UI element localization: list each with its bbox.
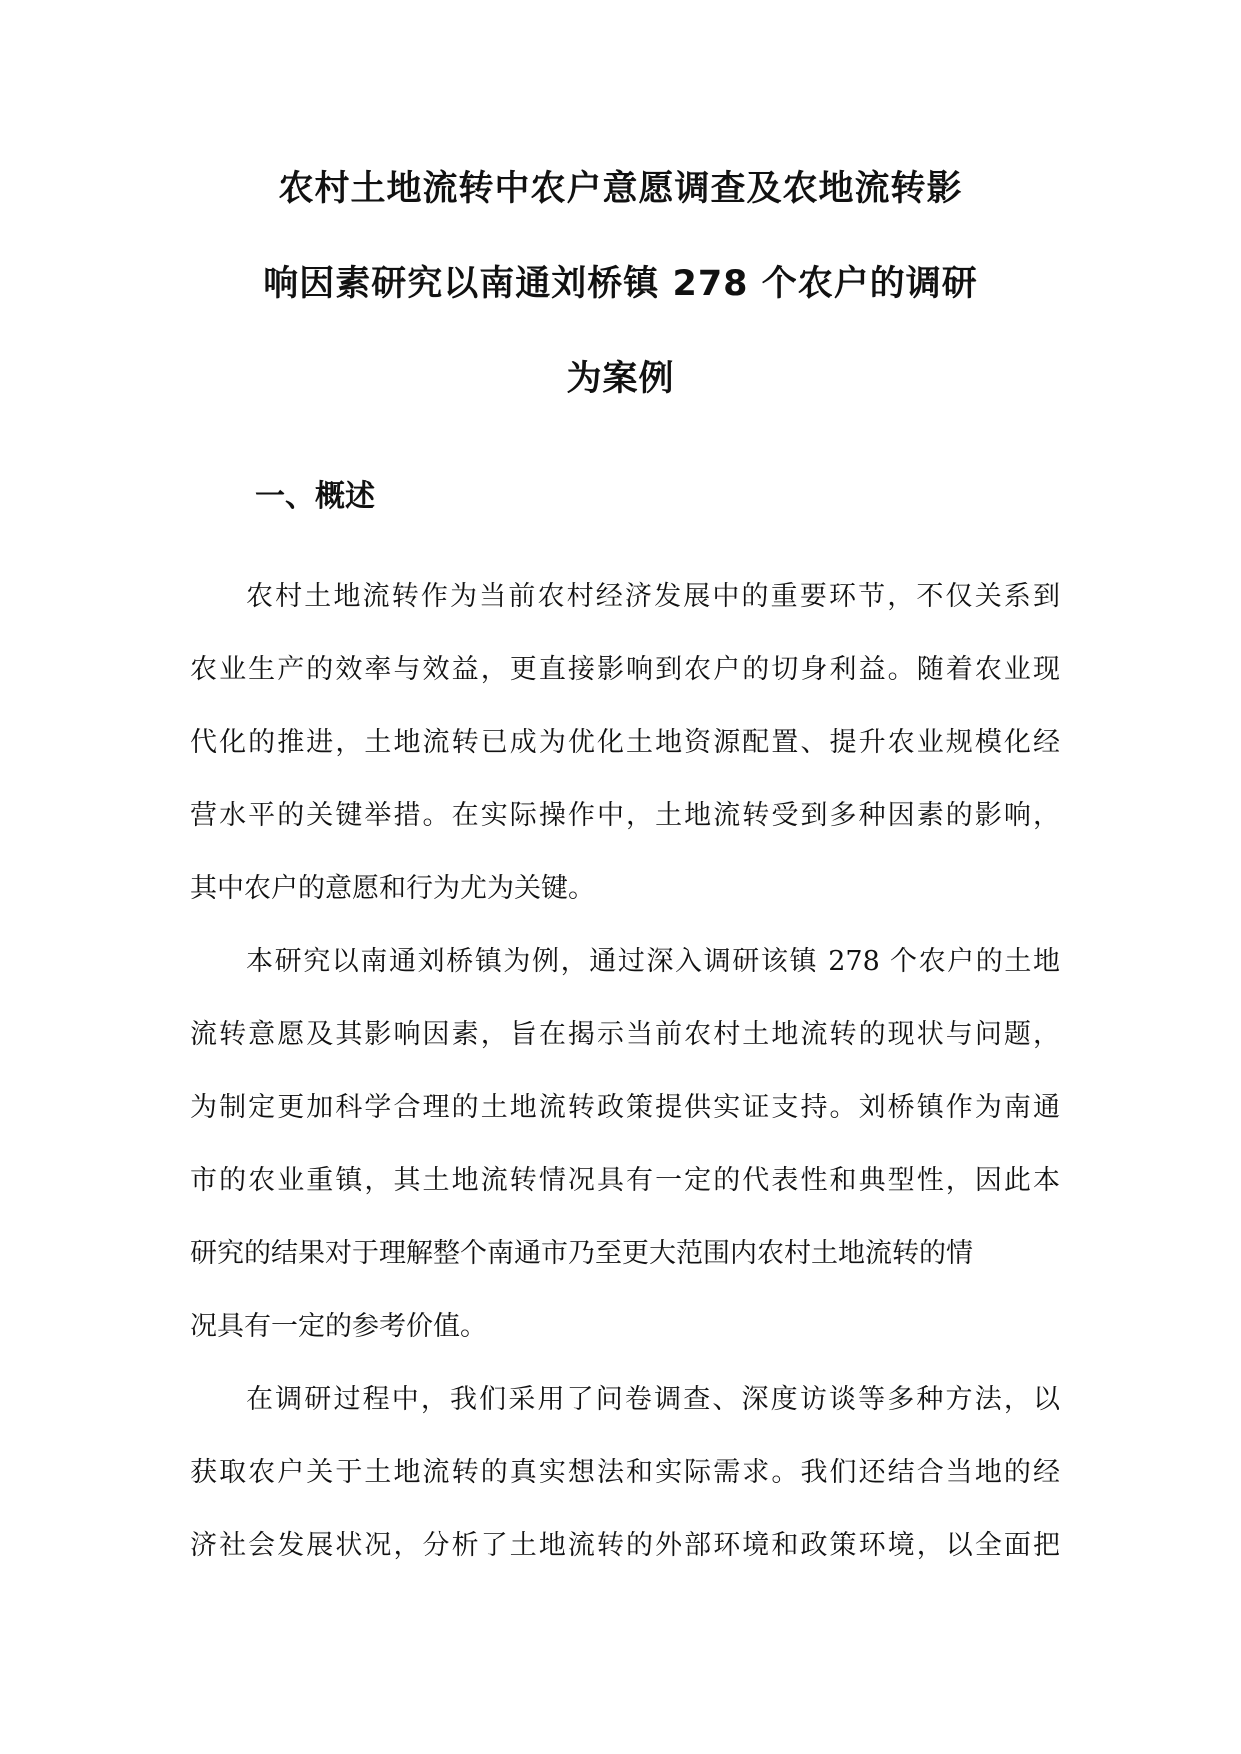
- paragraph-line: 农业生产的效率与效益，更直接影响到农户的切身利益。随着农业现: [190, 654, 1060, 685]
- paragraph-1: [190, 560, 1060, 925]
- paragraph-line: 营水平的关键举措。在实际操作中，土地流转受到多种因素的影响，: [190, 800, 1060, 831]
- paragraph-line: 在调研过程中，我们采用了问卷调查、深度访谈等多种方法，以: [246, 1384, 1060, 1415]
- paragraph-line: 市的农业重镇，其土地流转情况具有一定的代表性和典型性，因此本: [190, 1165, 1060, 1196]
- paragraph-line: 获取农户关于土地流转的真实想法和实际需求。我们还结合当地的经: [190, 1457, 1060, 1488]
- title-line-2: 响因素研究以南通刘桥镇 278 个农户的调研: [263, 264, 978, 304]
- document-title: [0, 142, 1241, 427]
- paragraph-line: 流转意愿及其影响因素，旨在揭示当前农村土地流转的现状与问题，: [190, 1019, 1060, 1050]
- paragraph-line: 代化的推进，土地流转已成为优化土地资源配置、提升农业规模化经: [190, 727, 1060, 758]
- paragraph-line: 研究的结果对于理解整个南通市乃至更大范围内农村土地流转的情: [190, 1238, 973, 1269]
- paragraph-line: 其中农户的意愿和行为尤为关键。: [190, 873, 595, 904]
- paragraph-2: [190, 925, 1060, 1363]
- paragraph-line: 为制定更加科学合理的土地流转政策提供实证支持。刘桥镇作为南通: [190, 1092, 1060, 1123]
- title-line-1: 农村土地流转中农户意愿调查及农地流转影: [278, 169, 963, 209]
- paragraph-line: 济社会发展状况，分析了土地流转的外部环境和政策环境，以全面把: [190, 1530, 1060, 1561]
- paragraph-line: 本研究以南通刘桥镇为例，通过深入调研该镇 278 个农户的土地: [246, 946, 1060, 977]
- title-line-3: 为案例: [566, 359, 675, 399]
- paragraph-line: 况具有一定的参考价值。: [190, 1311, 487, 1342]
- paragraph-3: [190, 1363, 1060, 1582]
- section-heading-overview: 一、概述: [255, 479, 375, 514]
- paragraph-line: 农村土地流转作为当前农村经济发展中的重要环节，不仅关系到: [246, 581, 1060, 612]
